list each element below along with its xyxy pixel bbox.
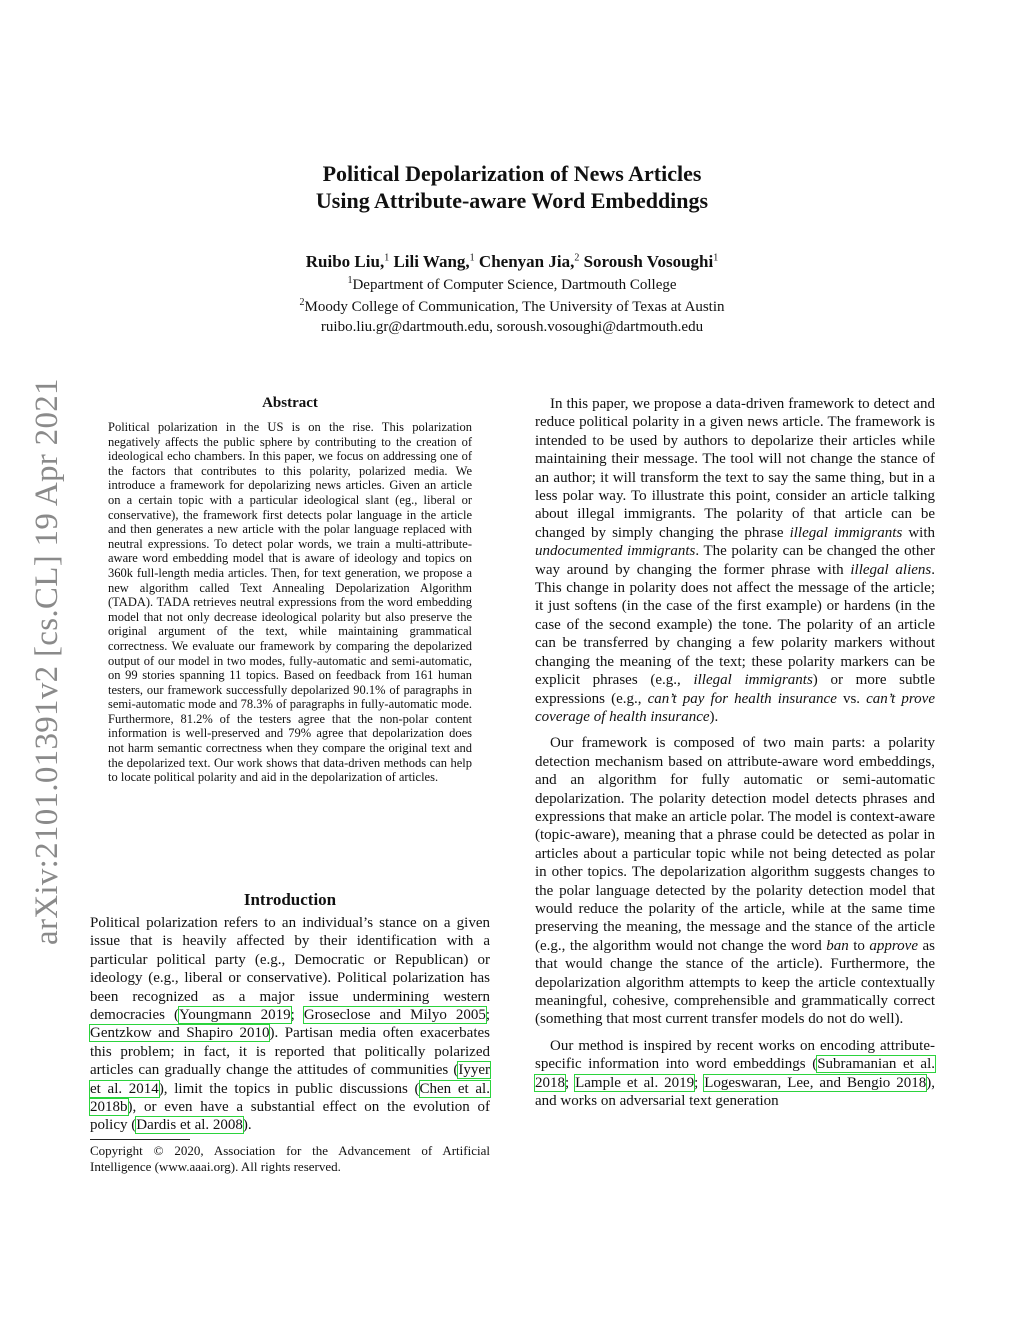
title-line-1: Political Depolarization of News Articles [322, 161, 702, 186]
author-affiliation-mark: 1 [713, 252, 719, 264]
citation-link[interactable]: Logeswaran, Lee, and Bengio 2018 [704, 1074, 927, 1091]
arxiv-identifier: arXiv:2101.01391v2 [cs.CL] 19 Apr 2021 [29, 378, 65, 945]
author-affiliation-mark: 2 [574, 252, 580, 264]
author-name: Lili Wang, [393, 252, 470, 271]
affiliation-mark: 2 [299, 297, 305, 308]
affiliation-1 [180, 275, 844, 295]
citation-link[interactable]: Youngmann 2019 [178, 1007, 291, 1024]
author-name: Ruibo Liu, [305, 252, 385, 271]
author-emails: ruibo.liu.gr@dartmouth.edu, soroush.vosoughi@dartmouth.edu [320, 319, 704, 335]
copyright-notice: Copyright © 2020, Association for the Advancement of Artificial Intelligence (www.aaai.org). All rights reserved. [90, 1143, 490, 1174]
affiliation-2 [180, 297, 844, 317]
citation-link[interactable]: Gentzkow and Shapiro 2010 [90, 1025, 270, 1042]
author-affiliation-mark: 1 [384, 252, 390, 264]
title-line-2: Using Attribute-aware Word Embeddings [315, 188, 709, 213]
paper-title [200, 160, 824, 214]
citation-link[interactable]: Chen et al. 2018b [90, 1080, 490, 1116]
introduction-paragraph: Political polarization refers to an individual’s stance on a given issue that is heavily affected by their identification with a particular political party (e.g., Democratic or Republican) or ideology (e.g., liberal or conservative). Political polarization has been recognized as a major issue undermining western democracies (Youngmann 2019; Groseclose and Milyo 2005; Gentzkow and Shapiro 2010). Partisan media often exacerbates this problem; in fact, it is reported that politically polarized articles can gradually change the attitudes of communities (Iyyer et al. 2014), limit the topics in public discussions (Chen et al. 2018b), or even have a substantial effect on the evolution of policy (Dardis et al. 2008). [90, 915, 491, 1134]
body-paragraph: Our framework is composed of two main parts: a polarity detection mechanism based on attribute-aware word embeddings, and an algorithm for fully automatic or semi-automatic depolarization. The polarity detection model detects phrases and expressions that make an article polar. The model is context-aware (topic-aware), meaning that a phrase could be detected as polar in articles about a particular topic while not being detected as polar in other topics. The depolarization algorithm suggests changes to the polar language detected by the polarity detection model that would reduce the polarity of the article, while at the same time preserving the meaning, the message and the stance of the article (e.g., the algorithm would not change the word ban to approve as that would change the stance of the article). Furthermore, the depolarization algorithm attempts to keep the article contextually meaningful, cohesive, comprehensible and grammatically correct (something that most current transfer models do not do well). [535, 735, 935, 1028]
body-paragraph: Our method is inspired by recent works on encoding attribute-specific information into word embeddings (Subramanian et al. 2018; Lample et al. 2019; Logeswaran, Lee, and Bengio 2018), and works on adversarial text generation [535, 1037, 936, 1110]
citation-link[interactable]: Lample et al. 2019 [575, 1074, 695, 1091]
introduction-body [90, 914, 490, 1135]
citation-link[interactable]: Iyyer et al. 2014 [90, 1062, 490, 1097]
footnote-divider [90, 1139, 190, 1140]
affiliation-mark: 1 [347, 275, 353, 286]
author-name: Chenyan Jia, [478, 252, 575, 271]
author-affiliation-mark: 1 [469, 252, 475, 264]
citation-link[interactable]: Dardis et al. 2008 [136, 1117, 243, 1134]
author-name: Soroush Vosoughi [583, 252, 714, 271]
affiliation-text: Department of Computer Science, Dartmouth College [352, 277, 677, 293]
affiliation-text: Moody College of Communication, The University of Texas at Austin [304, 299, 725, 315]
introduction-heading: Introduction [243, 890, 337, 909]
abstract-heading: Abstract [262, 395, 318, 411]
citation-link[interactable]: Subramanian et al. 2018 [535, 1056, 936, 1091]
citation-link[interactable]: Groseclose and Milyo 2005 [303, 1007, 486, 1024]
body-paragraph: In this paper, we propose a data-driven framework to detect and reduce political polarity in a given news article. The framework is intended to be used by authors to depolarize their articles while maintaining their message. The tool will not change the stance of an author; it will transform the text to say the same thing, but in a less polar way. To illustrate this point, consider an article talking about illegal immigrants. The polarity of that article can be changed by simply changing the phrase illegal immigrants with undocumented immigrants. The polarity can be changed the other way around by changing the former phrase with illegal aliens. This change in polarity does not affect the message of the article; it just softens (in the case of the first example) or hardens (in the case of the second example) the tone. The polarity of an article can be transferred by changing a few polarity markers without changing the meaning of the text; these polarity markers can be explicit phrases (e.g., illegal immigrants) or more subtle expressions (e.g., can’t pay for health insurance vs. can’t prove coverage of health insurance). [535, 396, 935, 725]
author-list [200, 250, 824, 274]
right-column-body [535, 395, 935, 1118]
abstract-body: Political polarization in the US is on the rise. This polarization negatively affects the public sphere by contributing to the creation of ideological echo chambers. In this paper, we focus on addressing one of the factors that contributes to this polarity, polarized media. We introduce a framework for depolarizing news articles. Given an article on a certain topic with a particular ideological slant (eg., liberal or conservative), the framework first detects polar language in the article and then generates a new article with the polar language replaced with neutral expressions. To detect polar words, we train a multi-attribute-aware word embedding model that is aware of ideology and topics on 360k full-length media articles. Then, for text generation, we propose a new algorithm called Text Annealing Depolarization Algorithm (TADA). TADA retrieves neutral expressions from the word embedding model that not only decrease ideological polarity but also preserve the original argument of the text, while maintaining grammatical correctness. We evaluate our framework by comparing the depolarized output of our model in two modes, fully-automatic and semi-automatic, on 99 stories spanning 11 topics. Based on feedback from 161 human testers, our framework successfully depolarized 90.1% of paragraphs in semi-automatic mode and 78.3% of paragraphs in fully-automatic mode. Furthermore, 81.2% of the testers agree that the non-polar content information is well-preserved and 79% agree that depolarization does not harm semantic correctness when they compare the original text and the depolarized text. Our work shows that data-driven methods can help to locate political polarity and aid in the depolarization of articles. [108, 420, 472, 785]
